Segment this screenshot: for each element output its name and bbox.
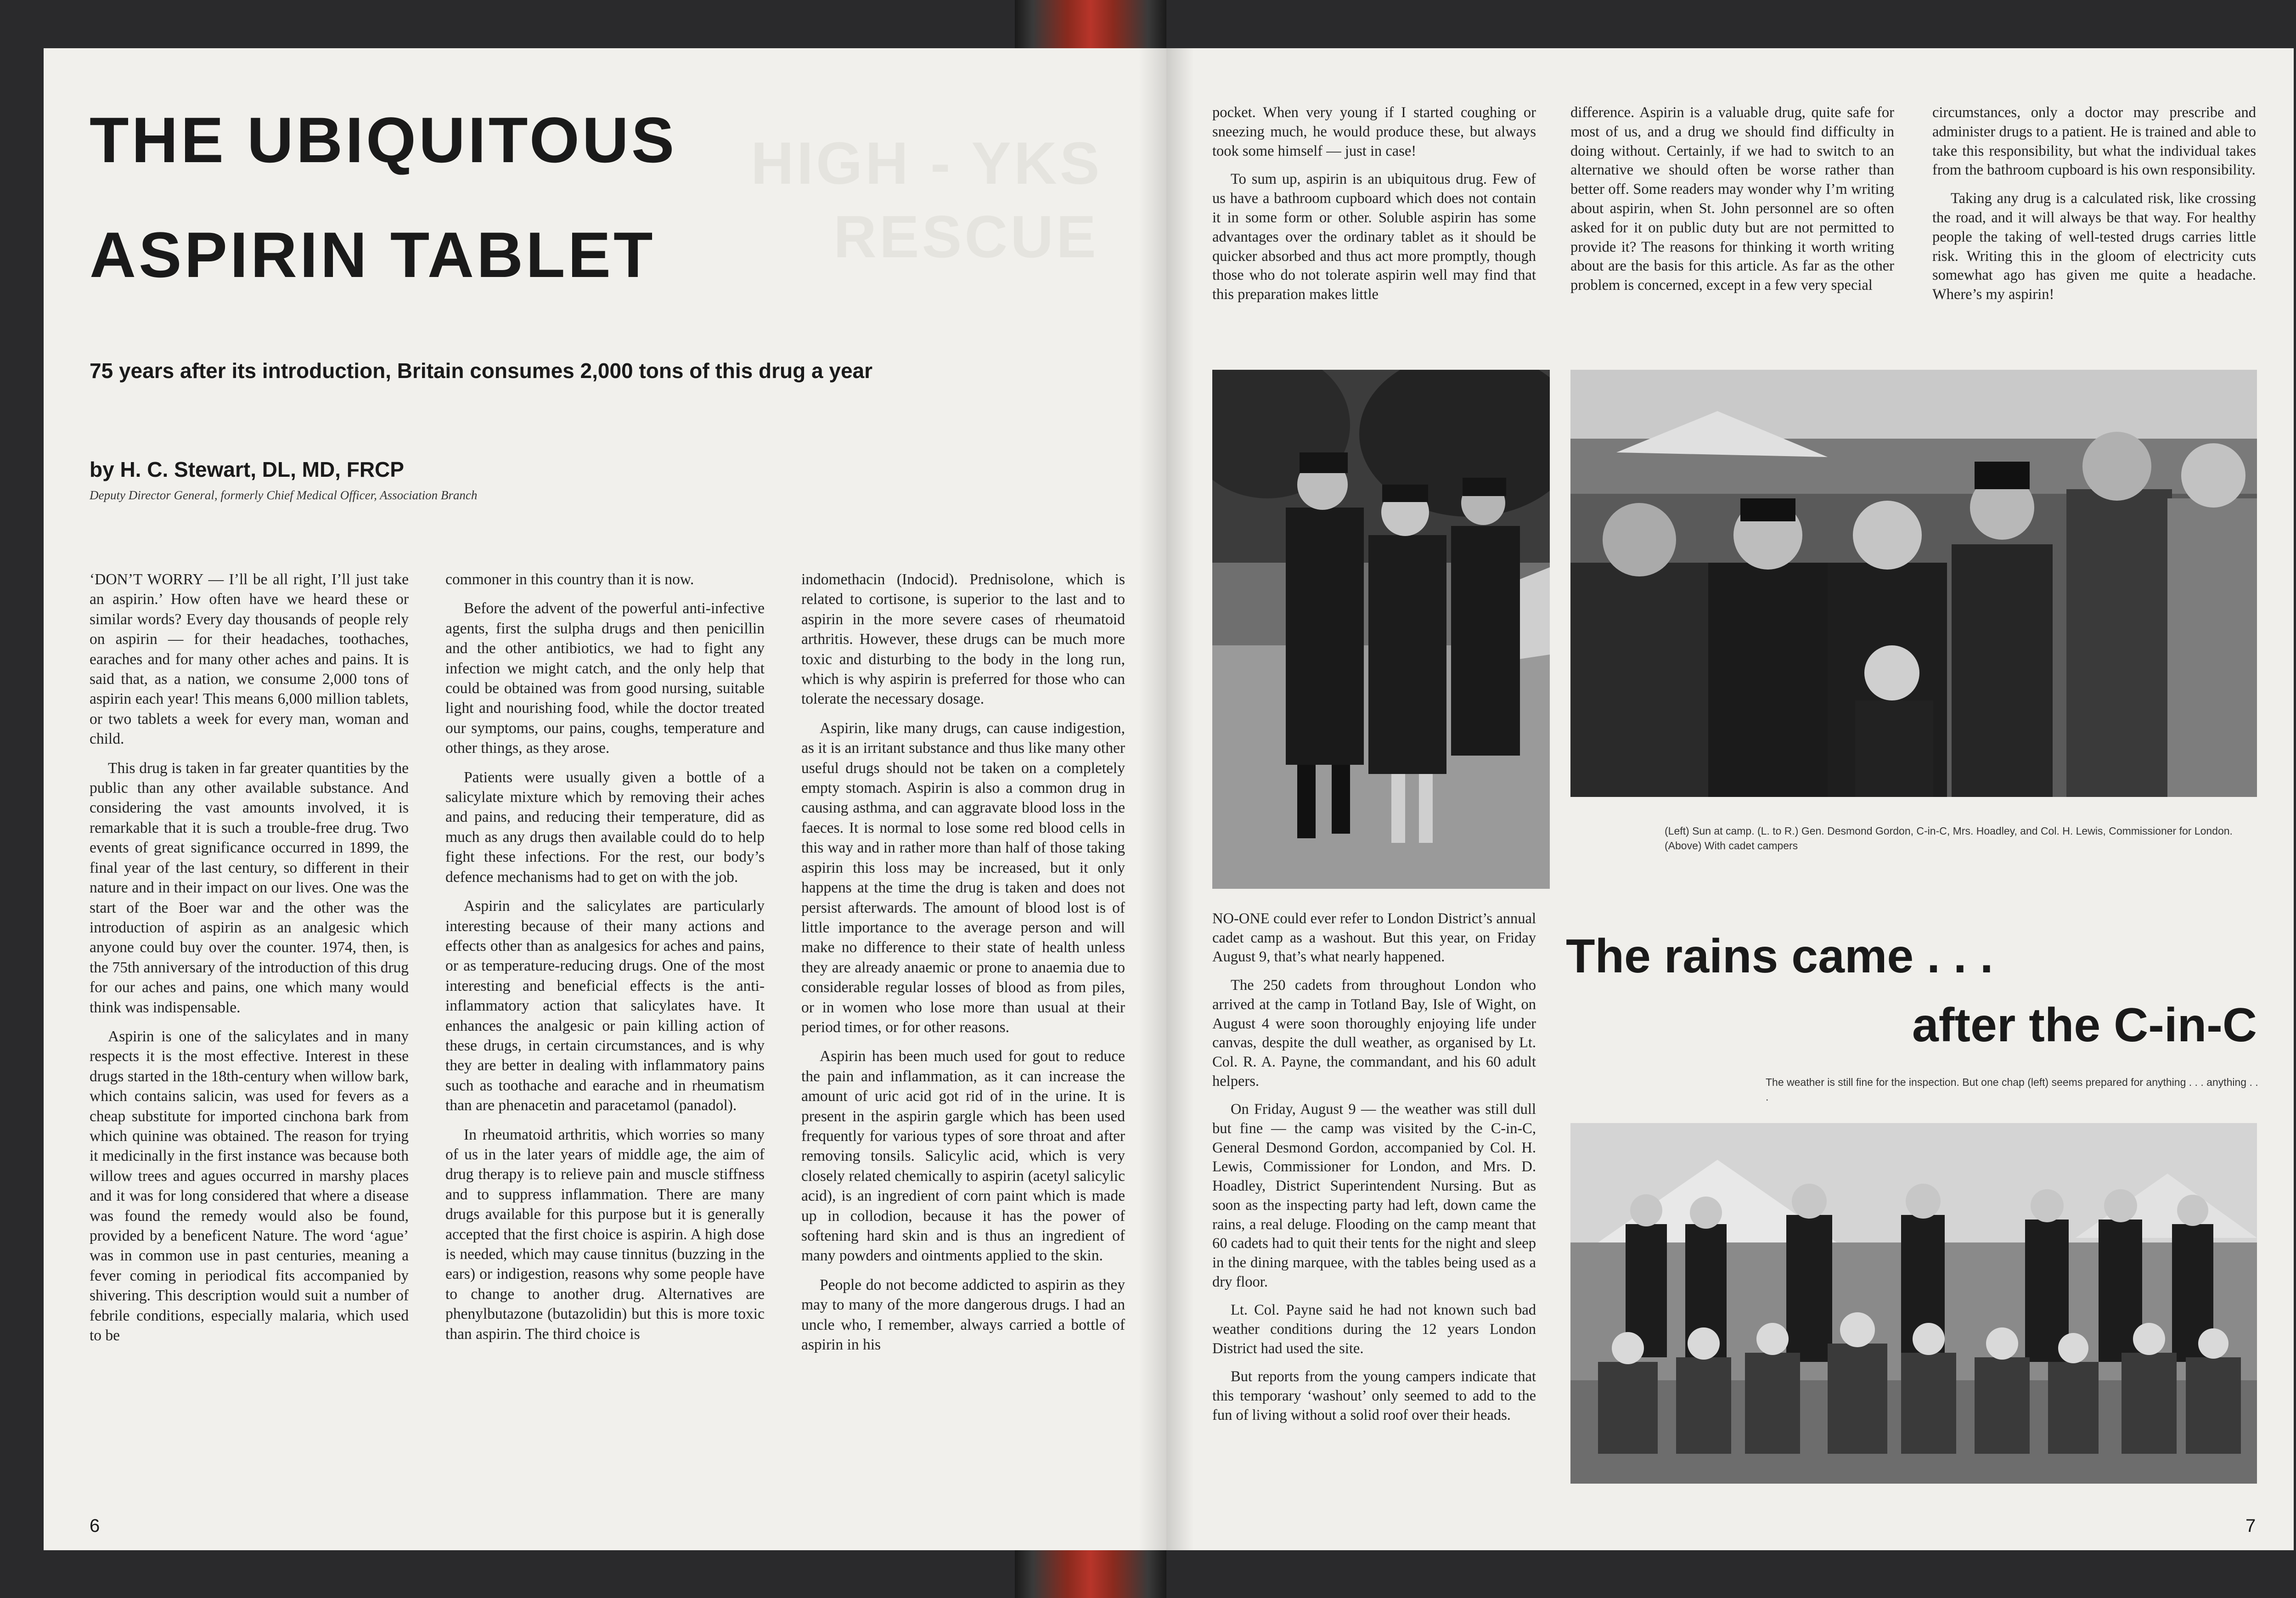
paragraph: pocket. When very young if I started coughing or sneezing much, he would produce these, but always took some himself — just in case!: [1212, 104, 1536, 159]
paragraph: To sum up, aspirin is an ubiquitous drug. Few of us have a bathroom cupboard which does not contain it in some form or other. Soluble aspirin has some advantages over the ordinary tablet as it should be quicker absorbed and thus act more promptly, though those who do not tolerate aspirin well may find that this preparation makes little: [1212, 171, 1536, 303]
camp-headline-line-2: after the C-in-C: [1912, 999, 2257, 1052]
article-continuation-column-2: [1570, 103, 1894, 305]
page-number: 7: [2245, 1516, 2256, 1536]
author-byline: by H. C. Stewart, DL, MD, FRCP: [90, 457, 404, 481]
paragraph: circumstances, only a doctor may prescribe and administer drugs to a patient. He is trained and able to take this responsibility, but what the individual takes from the bathroom cupboard is his own responsibility.: [1932, 104, 2256, 179]
paragraph: Aspirin is one of the salicylates and in many respects it is the most effective. Interest in these drugs started in the 18th-century when willow bark, which contains salicin, was used for fevers as a cheap substitute for imported cinchona bark from which quinine was obtained. The reason for trying it medicinally in the first instance was because both willow trees and agues occurred in marshy places and it was for long considered that where a disease was found the remedy would also be found, provided by a beneficent Nature. The word ‘ague’ was in common use in past centuries, meaning a fever coming in periodical fits accompanied by shivering. This description would suit a number of febrile conditions, especially malaria, which used to be: [90, 1028, 409, 1344]
paragraph: But reports from the young campers indicate that this temporary ‘washout’ only seemed to add to the fun of living without a solid roof over their heads.: [1212, 1368, 1536, 1423]
paragraph: Aspirin has been much used for gout to reduce the pain and inflammation, as it can increase the amount of uric acid got rid of in the urine. It is present in the aspirin gargle which has been used frequently for various types of sore throat and after removing tonsils. Salicylic acid, which is very closely related chemically to aspirin (acetyl salicylic acid), is an ingredient of corn paint which is made up in collodion, because it has the power of softening hard skin and is thus an ingredient of many powders and ointments applied to the skin.: [801, 1048, 1125, 1265]
left-page: [44, 48, 1166, 1550]
gutter-shadow: [1166, 48, 1194, 1550]
paragraph: Patients were usually given a bottle of a salicylate mixture which by removing their aches and pains, and reducing their temperature, did as much as any drugs then available could do to help fight these infections. For the rest, our body’s defence mechanisms had to get on with the job.: [445, 768, 765, 886]
paragraph: commoner in this country than it is now.: [445, 571, 694, 588]
paragraph: Taking any drug is a calculated risk, like crossing the road, and it will always be that way. For healthy people the taking of well-tested drugs carries little risk. Writing this in the gloom of electricity cuts somewhat ago has given me quite a headache. Where’s my aspirin!: [1932, 190, 2256, 303]
camp-headline-line-1: The rains came . . .: [1566, 930, 1993, 983]
article-column-1: [90, 570, 409, 1355]
article-title-line-2: ASPIRIN TABLET: [90, 219, 656, 291]
paragraph: Before the advent of the powerful anti-infective agents, first the sulpha drugs and then penicillin and the other antibiotics, we had to fight any infection we might catch, and the only help that could be obtained was from good nursing, suitable light and nourishing food, while the doctor treated our symptoms, our pains, coughs, temperature and other things, as they arose.: [445, 600, 765, 757]
paragraph: Aspirin, like many drugs, can cause indigestion, as it is an irritant substance and thus like many other useful drugs should not be taken on a completely empty stomach. Aspirin is also a common drug in causing asthma, and can aggravate blood loss in the faeces. It is normal to lose some red blood cells in this way and in rather more than half of those taking aspirin this loss may be increased, but it only happens at the time the drug is taken and does not persist afterwards. The amount of blood lost is of little importance to the average person and will make no difference to their state of health unless they are already anaemic or prone to anaemia due to considerable regular losses of blood as from piles, or in women who lose more than usual at their period times, or for other reasons.: [801, 719, 1125, 1036]
paragraph: Aspirin and the salicylates are particularly interesting because of their many actions and effects other than as analgesics for aches and pains, or as temperature-reducing drugs. One of the most interesting and beneficial effects is the anti-inflammatory action that salicylates have. It enhances the analgesic or pain killing action of these drugs, in certain circumstances, and is why they are better in dealing with inflammatory pains such as toothache and earache and in rheumatism than are phenacetin and paracetamol (panadol).: [445, 898, 765, 1114]
photo-caption-1: (Left) Sun at camp. (L. to R.) Gen. Desmond Gordon, C-in-C, Mrs. Hoadley, and Col. H. Lewis, Commissioner for London. (Above) With cadet campers: [1665, 825, 2233, 852]
paragraph: On Friday, August 9 — the weather was still dull but fine — the camp was visited by the C-in-C, General Desmond Gordon, accompanied by Col. H. Lewis, Commissioner for London, and Mrs. D. Hoadley, District Superintendent Nursing. But as soon as the inspecting party had left, down came the rains, a real deluge. Flooding on the camp meant that 60 cadets had to quit their tents for the night and sleep in the dining marquee, with the tables being used as a dry floor.: [1212, 1101, 1536, 1290]
camp-article-column: [1212, 909, 1536, 1434]
photo-group-at-camp: [1570, 1123, 2257, 1484]
photo-officers-at-camp: [1212, 370, 1550, 889]
paragraph: indomethacin (Indocid). Prednisolone, which is related to cortisone, is superior to the last and to aspirin in the more severe cases of rheumatoid arthritis. However, these drugs can be much more toxic and disturbing to the body in the long run, which is why aspirin is preferred for those who can tolerate the necessary dosage.: [801, 571, 1125, 708]
show-through-text-1: HIGH - YKS: [751, 130, 1103, 197]
paragraph: This drug is taken in far greater quantities by the public than any other available substance. And considering the vast amounts involved, it is remarkable that it is such a trouble-free drug. Two events of great significance occurred in 1899, the final year of the last century, so different in their nature and in their impact on our lives. One was the start of the Boer war and the other was the introduction of aspirin as an analgesic which anyone could buy over the counter. 1974, then, is the 75th anniversary of the introduction of this drug for our aches and pains, one which many would think was indispensable.: [90, 759, 409, 1016]
show-through-text-2: RESCUE: [833, 203, 1099, 270]
paragraph: The 250 cadets from throughout London who arrived at the camp in Totland Bay, Isle of Wight, on August 4 were soon thoroughly enjoying life under canvas, despite the dull weather, as organised by Lt. Col. R. A. Payne, the commandant, and his 60 adult helpers.: [1212, 977, 1536, 1090]
paragraph: ‘DON’T WORRY — I’ll be all right, I’ll just take an aspirin.’ How often have we heard these or similar words? Every day thousands of people rely on aspirin — for their headaches, toothaches, earaches and for many other aches and pains. It is said that, as a nation, we consume 2,000 tons of aspirin each year! This means 6,000 million tablets, or two tablets a week for every man, woman and child.: [90, 571, 409, 748]
gutter-shadow: [1139, 48, 1166, 1550]
photo-with-cadet-campers: [1570, 370, 2257, 797]
article-title-line-1: THE UBIQUITOUS: [90, 104, 677, 176]
article-column-3: [801, 570, 1125, 1364]
article-column-2: [445, 570, 765, 1353]
article-continuation-column-3: [1932, 103, 2256, 314]
photo-caption-2: The weather is still fine for the inspection. But one chap (left) seems prepared for anything . . . anything . . .: [1766, 1076, 2258, 1103]
paragraph: NO-ONE could ever refer to London District’s annual cadet camp as a washout. But this year, on Friday August 9, that’s what nearly happened.: [1212, 910, 1536, 966]
paragraph: In rheumatoid arthritis, which worries so many of us in the later years of middle age, the aim of drug therapy is to relieve pain and muscle stiffness and to suppress inflammation. There are many drugs available for this purpose but it is generally accepted that the first choice is aspirin. A high dose is needed, which may cause tinnitus (buzzing in the ears) or indigestion, reasons why some people have to change to another drug. Alternatives are phenylbutazone (butazolidin) but this is more toxic than aspirin. The third choice is: [445, 1126, 765, 1343]
author-role: Deputy Director General, formerly Chief Medical Officer, Association Branch: [90, 488, 478, 502]
page-number: 6: [90, 1516, 100, 1536]
paragraph: Lt. Col. Payne said he had not known such bad weather conditions during the 12 years London District had used the site.: [1212, 1302, 1536, 1357]
article-subtitle: 75 years after its introduction, Britain consumes 2,000 tons of this drug a year: [90, 359, 873, 383]
article-continuation-column-1: [1212, 103, 1536, 305]
paragraph: People do not become addicted to aspirin as they may to many of the more dangerous drugs. I had an uncle who, I remember, always carried a bottle of aspirin in his: [801, 1276, 1125, 1354]
paragraph: difference. Aspirin is a valuable drug, quite safe for most of us, and a drug we should find difficulty in doing without. Certainly, if we had to switch to an alternative we should often be worse rather than better off. Some readers may wonder why I’m writing about aspirin, when St. John personnel are so often asked for it on public duty but are not permitted to provide it? The reasons for thinking it worth writing about are the basis for this article. As far as the other problem is concerned, except in a few very special: [1570, 104, 1894, 294]
right-page: [1166, 48, 2294, 1550]
